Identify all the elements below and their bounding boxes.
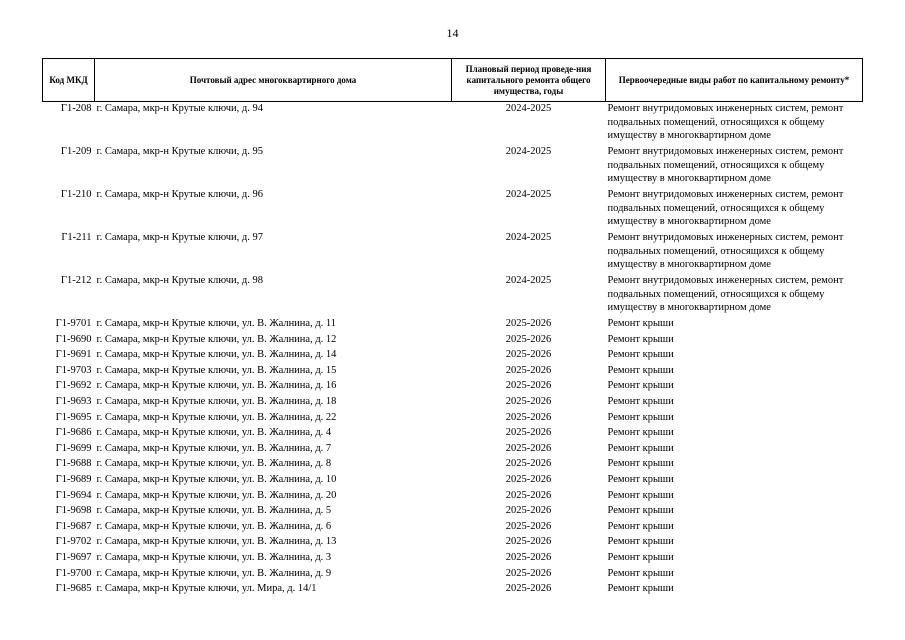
row-period: 2025-2026 bbox=[505, 442, 552, 454]
row-period: 2025-2026 bbox=[505, 458, 552, 470]
table-row bbox=[43, 457, 863, 473]
row-code: Г1-9690 bbox=[55, 333, 92, 345]
table-body bbox=[43, 102, 863, 598]
row-works: Ремонт крыши bbox=[607, 473, 674, 485]
table-row bbox=[43, 188, 863, 231]
row-code: Г1-9701 bbox=[55, 318, 92, 329]
table-row bbox=[43, 395, 863, 411]
row-works: Ремонт крыши bbox=[607, 411, 674, 423]
row-period: 2025-2026 bbox=[505, 380, 552, 392]
row-works: Ремонт крыши bbox=[607, 536, 674, 548]
row-address: г. Самара, мкр-н Крутые ключи, ул. В. Жалнина, д. 20 bbox=[96, 489, 337, 501]
row-address: г. Самара, мкр-н Крутые ключи, ул. В. Жалнина, д. 22 bbox=[96, 411, 337, 423]
row-address: г. Самара, мкр-н Крутые ключи, ул. В. Жалнина, д. 14 bbox=[96, 349, 337, 361]
table-row bbox=[43, 520, 863, 536]
row-works: Ремонт внутридомовых инженерных систем, ремонт подвальных помещений, относящихся к общему имуществу в многоквартирном доме bbox=[607, 232, 844, 270]
row-address: г. Самара, мкр-н Крутые ключи, ул. В. Жалнина, д. 4 bbox=[96, 427, 332, 439]
table-row bbox=[43, 582, 863, 598]
row-code: Г1-208 bbox=[60, 103, 92, 114]
header-code: Код МКД bbox=[43, 59, 95, 102]
table-row bbox=[43, 333, 863, 349]
row-period: 2024-2025 bbox=[505, 275, 552, 286]
row-works: Ремонт крыши bbox=[607, 333, 674, 345]
row-period: 2025-2026 bbox=[505, 551, 552, 563]
row-works: Ремонт крыши bbox=[607, 442, 674, 454]
table-row bbox=[43, 442, 863, 458]
table-row bbox=[43, 551, 863, 567]
row-address: г. Самара, мкр-н Крутые ключи, ул. В. Жалнина, д. 10 bbox=[96, 473, 337, 485]
row-period: 2025-2026 bbox=[505, 333, 552, 345]
header-works: Первоочередные виды работ по капитальному ремонту* bbox=[606, 59, 863, 102]
row-works: Ремонт крыши bbox=[607, 427, 674, 439]
row-address: г. Самара, мкр-н Крутые ключи, д. 98 bbox=[96, 275, 263, 286]
table-row bbox=[43, 411, 863, 427]
table-row bbox=[43, 348, 863, 364]
row-works: Ремонт крыши bbox=[607, 380, 674, 392]
row-address: г. Самара, мкр-н Крутые ключи, ул. В. Жалнина, д. 13 bbox=[96, 536, 337, 548]
table-row bbox=[43, 504, 863, 520]
row-address: г. Самара, мкр-н Крутые ключи, д. 95 bbox=[96, 146, 263, 157]
row-period: 2025-2026 bbox=[505, 349, 552, 361]
row-code: Г1-211 bbox=[61, 232, 92, 243]
row-works: Ремонт крыши bbox=[607, 364, 674, 376]
row-works: Ремонт внутридомовых инженерных систем, ремонт подвальных помещений, относящихся к общему имуществу в многоквартирном доме bbox=[607, 189, 844, 227]
table-row bbox=[43, 426, 863, 442]
row-address: г. Самара, мкр-н Крутые ключи, ул. В. Жалнина, д. 5 bbox=[96, 505, 332, 517]
row-code: Г1-209 bbox=[60, 146, 92, 157]
capital-repair-table bbox=[42, 58, 863, 598]
row-period: 2025-2026 bbox=[505, 489, 552, 501]
table-row bbox=[43, 102, 863, 146]
row-address: г. Самара, мкр-н Крутые ключи, д. 94 bbox=[96, 103, 263, 114]
header-period: Плановый период проведе-ния капитального ремонта общего имущества, годы bbox=[452, 59, 606, 102]
row-address: г. Самара, мкр-н Крутые ключи, ул. В. Жалнина, д. 6 bbox=[96, 520, 332, 532]
row-code: Г1-9689 bbox=[55, 473, 92, 485]
row-works: Ремонт крыши bbox=[607, 318, 674, 329]
row-works: Ремонт крыши bbox=[607, 349, 674, 361]
row-code: Г1-9700 bbox=[55, 567, 92, 579]
row-code: Г1-9699 bbox=[55, 442, 92, 454]
row-period: 2025-2026 bbox=[505, 318, 552, 329]
row-code: Г1-9687 bbox=[55, 520, 92, 532]
row-works: Ремонт внутридомовых инженерных систем, ремонт подвальных помещений, относящихся к общему имуществу в многоквартирном доме bbox=[607, 275, 844, 313]
row-period: 2024-2025 bbox=[505, 103, 552, 114]
table-header bbox=[43, 59, 863, 102]
row-period: 2025-2026 bbox=[505, 520, 552, 532]
row-code: Г1-9698 bbox=[55, 505, 92, 517]
row-works: Ремонт крыши bbox=[607, 505, 674, 517]
table-row bbox=[43, 535, 863, 551]
table-row bbox=[43, 145, 863, 188]
row-period: 2025-2026 bbox=[505, 427, 552, 439]
row-code: Г1-9691 bbox=[55, 349, 92, 361]
row-code: Г1-9692 bbox=[55, 380, 92, 392]
row-period: 2025-2026 bbox=[505, 364, 552, 376]
table-row bbox=[43, 489, 863, 505]
row-address: г. Самара, мкр-н Крутые ключи, ул. В. Жалнина, д. 3 bbox=[96, 551, 332, 563]
row-works: Ремонт крыши bbox=[607, 489, 674, 501]
row-works: Ремонт крыши bbox=[607, 551, 674, 563]
page-number: 14 bbox=[446, 26, 459, 40]
row-address: г. Самара, мкр-н Крутые ключи, д. 97 bbox=[96, 232, 263, 243]
row-code: Г1-9693 bbox=[55, 395, 92, 407]
row-address: г. Самара, мкр-н Крутые ключи, ул. В. Жалнина, д. 15 bbox=[96, 364, 337, 376]
row-code: Г1-210 bbox=[60, 189, 92, 200]
row-period: 2025-2026 bbox=[505, 411, 552, 423]
table-row bbox=[43, 317, 863, 333]
row-code: Г1-9686 bbox=[55, 427, 92, 439]
row-works: Ремонт крыши bbox=[607, 567, 674, 579]
row-period: 2025-2026 bbox=[505, 567, 552, 579]
table-row bbox=[43, 473, 863, 489]
table-row bbox=[43, 231, 863, 274]
row-works: Ремонт крыши bbox=[607, 395, 674, 407]
row-address: г. Самара, мкр-н Крутые ключи, ул. Мира, д. 14/1 bbox=[96, 583, 317, 595]
row-code: Г1-9697 bbox=[55, 551, 92, 563]
row-address: г. Самара, мкр-н Крутые ключи, ул. В. Жалнина, д. 11 bbox=[96, 318, 337, 329]
row-address: г. Самара, мкр-н Крутые ключи, ул. В. Жалнина, д. 8 bbox=[96, 458, 332, 470]
row-period: 2025-2026 bbox=[505, 395, 552, 407]
table-row bbox=[43, 379, 863, 395]
row-period: 2024-2025 bbox=[505, 146, 552, 157]
row-address: г. Самара, мкр-н Крутые ключи, ул. В. Жалнина, д. 9 bbox=[96, 567, 332, 579]
row-period: 2025-2026 bbox=[505, 505, 552, 517]
header-address: Почтовый адрес многоквартирного дома bbox=[95, 59, 452, 102]
row-code: Г1-9703 bbox=[55, 364, 92, 376]
table-row bbox=[43, 567, 863, 583]
row-address: г. Самара, мкр-н Крутые ключи, ул. В. Жалнина, д. 16 bbox=[96, 380, 337, 392]
row-code: Г1-9702 bbox=[55, 536, 92, 548]
row-address: г. Самара, мкр-н Крутые ключи, ул. В. Жалнина, д. 7 bbox=[96, 442, 332, 454]
row-period: 2025-2026 bbox=[505, 536, 552, 548]
row-works: Ремонт внутридомовых инженерных систем, ремонт подвальных помещений, относящихся к общему имуществу в многоквартирном доме bbox=[607, 146, 844, 184]
row-period: 2025-2026 bbox=[505, 583, 552, 595]
row-address: г. Самара, мкр-н Крутые ключи, ул. В. Жалнина, д. 18 bbox=[96, 395, 337, 407]
row-code: Г1-9688 bbox=[55, 458, 92, 470]
row-period: 2024-2025 bbox=[505, 232, 552, 243]
row-works: Ремонт крыши bbox=[607, 458, 674, 470]
row-address: г. Самара, мкр-н Крутые ключи, д. 96 bbox=[96, 189, 263, 200]
row-code: Г1-9694 bbox=[55, 489, 92, 501]
row-period: 2025-2026 bbox=[505, 473, 552, 485]
row-period: 2024-2025 bbox=[505, 189, 552, 200]
table-row bbox=[43, 274, 863, 317]
row-code: Г1-9695 bbox=[55, 411, 92, 423]
row-code: Г1-9685 bbox=[55, 583, 92, 595]
table-row bbox=[43, 364, 863, 380]
row-works: Ремонт крыши bbox=[607, 583, 674, 595]
row-address: г. Самара, мкр-н Крутые ключи, ул. В. Жалнина, д. 12 bbox=[96, 333, 337, 345]
row-works: Ремонт крыши bbox=[607, 520, 674, 532]
row-code: Г1-212 bbox=[60, 275, 92, 286]
row-works: Ремонт внутридомовых инженерных систем, ремонт подвальных помещений, относящихся к общему имуществу в многоквартирном доме bbox=[607, 103, 844, 141]
